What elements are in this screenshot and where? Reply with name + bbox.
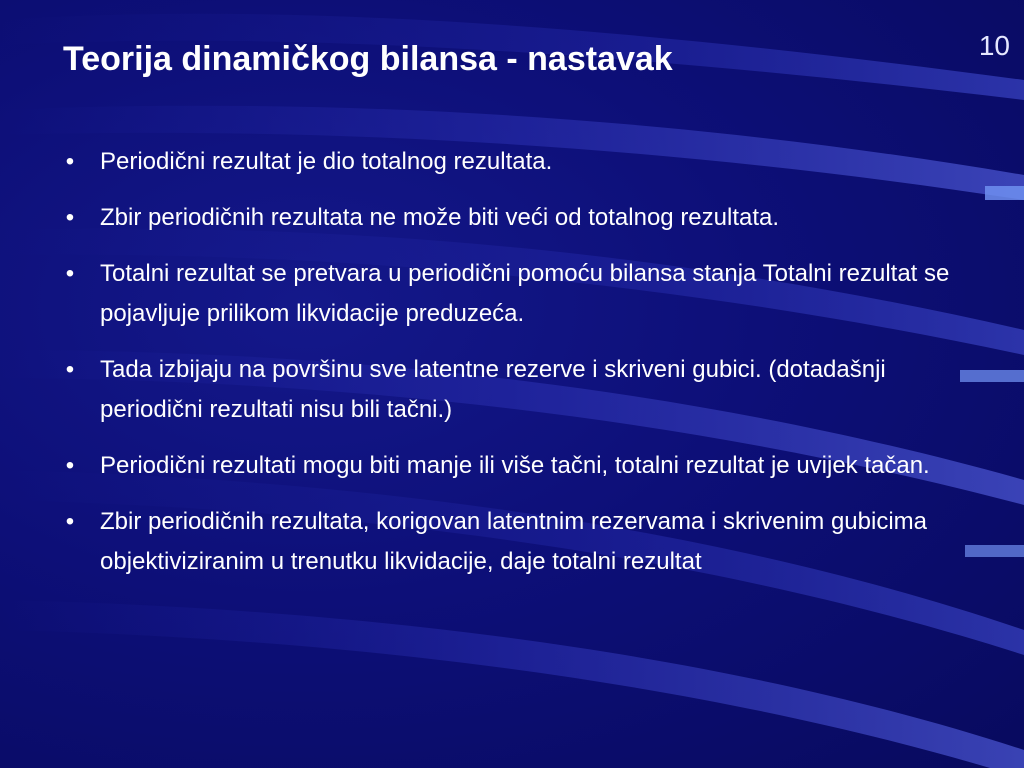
edge-accent [960,370,1024,382]
bullet-marker: • [65,508,75,535]
bullet-text: Zbir periodičnih rezultata, korigovan latentnim rezervama i skrivenim gubicima objektiviziranim u trenutku likvidacije, daje totalni rezultat [100,508,928,575]
swoosh-band [0,600,1024,768]
bullet-text: Periodični rezultat je dio totalnog rezultata. [100,148,553,175]
bullet-item [60,350,965,430]
bullet-text: Tada izbijaju na površinu sve latentne rezerve i skriveni gubici. (dotadašnji periodični rezultati nisu bili tačni.) [100,356,886,423]
bullet-item [60,254,965,334]
bullet-text: Zbir periodičnih rezultata ne može biti veći od totalnog rezultata. [100,204,780,231]
bullet-item [60,502,965,582]
edge-accent [985,186,1024,200]
edge-accent [965,545,1024,557]
bullet-marker: • [65,148,75,175]
bullet-item [60,446,965,486]
bullet-text: Periodični rezultati mogu biti manje ili više tačni, totalni rezultat je uvijek tačan. [100,452,930,479]
slide-title: Teorija dinamičkog bilansa - nastavak [63,40,673,78]
bullet-text: Totalni rezultat se pretvara u periodični pomoću bilansa stanja Totalni rezultat se pojavljuje prilikom likvidacije preduzeća. [100,260,950,327]
bullet-item [60,142,965,182]
slide-number: 10 [978,30,1010,61]
bullet-item [60,198,965,238]
bullet-marker: • [65,356,75,383]
bullet-list [60,142,965,598]
bullet-marker: • [65,260,75,287]
bullet-marker: • [65,204,75,231]
bullet-marker: • [65,452,75,479]
